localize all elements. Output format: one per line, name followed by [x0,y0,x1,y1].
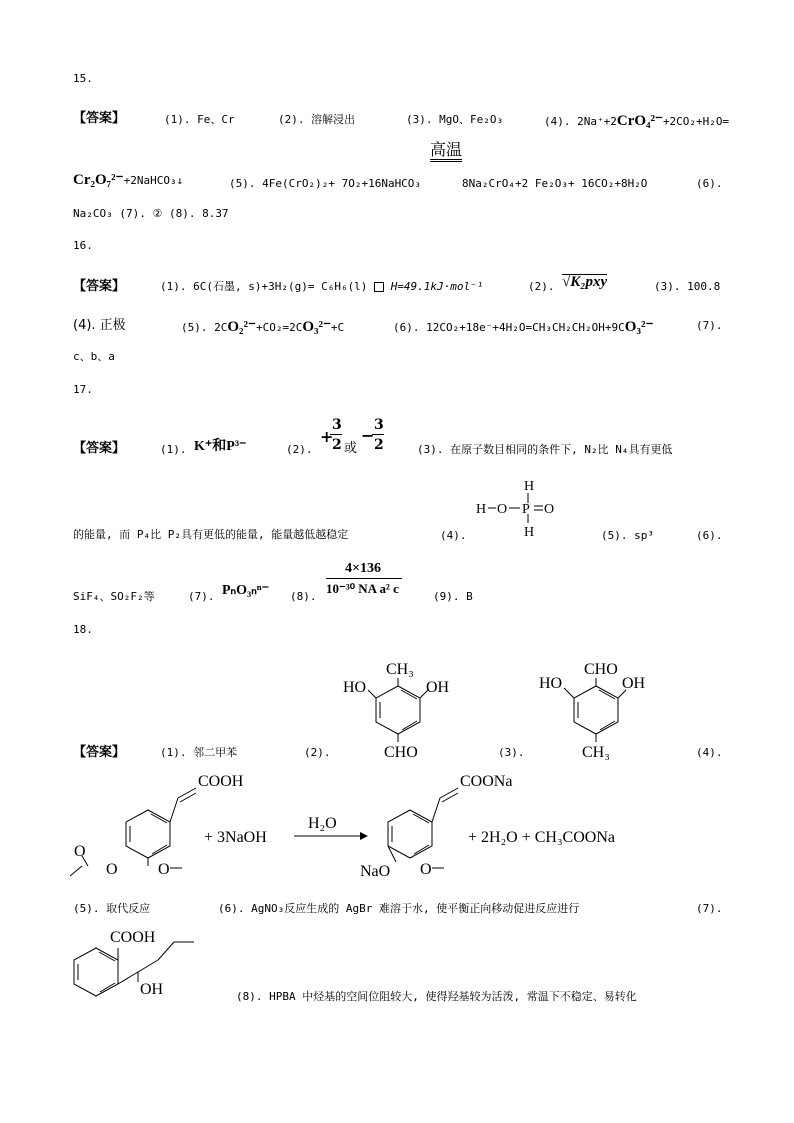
or-text: 或 [344,441,358,456]
s3-cho: CHO [584,661,618,678]
peroxide-ion: O₂²⁻ [227,319,256,335]
q16-a1-dh: H=49.1kJ·mol⁻¹ [390,280,484,293]
structure-hydroxy-benzaldehyde-2 [534,650,658,762]
q18-a2: (2). [304,746,331,759]
s3-ch3: CH₃ [582,744,610,761]
q18-a4: (4). [696,746,723,759]
density-frac-num: 4×136 [345,561,381,576]
rx-right-ring [388,810,432,858]
rx-right-nao: NaO [360,863,391,880]
delta-box-icon [374,282,384,292]
s2-bond-left [368,690,376,698]
s7-chain-3 [158,942,174,960]
struct-o-left: O [497,502,508,517]
q15-line3: Na₂CO₃ (7). ② (8). 8.37 [73,207,229,220]
rx-right-ring-inner-2 [414,845,429,854]
q18-a6: (6). AgNO₃反应生成的 AgBr 难溶于水, 使平衡正向移动促进反应进行 [218,902,580,915]
rx-products: + 2H₂O + CH₃COONa [468,829,615,846]
rx-water-over-arrow: H₂O [308,815,337,832]
q15-a1: (1). Fe、Cr [164,113,235,126]
q17-a7: (7). [188,590,215,603]
rx-left-vinyl-1 [170,798,178,822]
q16-a3: (3). 100.8 [654,280,721,293]
q16-number: 16. [73,239,93,252]
q17-a8: (8). [290,590,317,603]
density-frac-bar [326,578,402,579]
q16-sqrt-expr: √K₂pxy [562,274,608,290]
q18-a7: (7). [696,902,723,915]
s7-chain-2 [138,960,158,972]
s2-oh: OH [426,679,450,696]
q15-a5-products: 8Na₂CrO₄+2 Fe₂O₃+ 16CO₂+8H₂O [462,177,648,190]
s7-ring [74,948,118,996]
rx-right-o: O [420,861,432,878]
q16-a5-mid: +CO₂=2C [255,321,303,334]
q17-a4: (4). [440,529,467,542]
rx-left-acetyl-2 [70,866,82,876]
q17-number: 17. [73,383,93,396]
q15-a4 [544,114,729,129]
q15-a6: (6). [696,177,723,190]
hydrolysis-reaction-scheme [70,766,730,886]
s7-oh: OH [140,981,164,998]
rx-right-vinyl-3 [442,793,458,802]
q16-a2: (2). [528,280,555,293]
q17-line2: 的能量, 而 P₄比 P₂具有更低的能量, 能量越低越稳定 [73,528,349,541]
q15-a3: (3). MgO、Fe₂O₃ [406,113,504,126]
q18-a8: (8). HPBA 中烃基的空间位阻较大, 使得羟基较为活泼, 常温下不稳定、易转化 [236,990,637,1003]
frac1-num: 3 [332,417,342,433]
q17-a9: (9). B [433,590,473,603]
struct-p: P [522,502,530,517]
q17-a5: (5). sp³ [601,529,654,542]
frac1-den: 2 [332,437,342,453]
struct-h-bottom: H [524,525,535,540]
q17-a3: (3). 在原子数目相同的条件下, N₂比 N₄具有更低 [417,443,673,456]
struct-h-top: H [524,479,535,494]
q16-a7-value: c、b、a [73,350,115,363]
q15-line2-a: +2NaHCO₃↓ [123,174,184,187]
q15-chromate-ion: CrO₄²⁻ [616,113,663,129]
s3-ring [574,686,618,734]
rx-left-o1: O [106,861,118,878]
s7-ring-inner-2 [100,983,115,992]
s3-ho: HO [539,675,563,692]
q16-a4: (4). 正极 [73,318,126,333]
q16-a6-eq: (6). 12CO₂+18e⁻+4H₂O=CH₃CH₂CH₂OH+9C [393,321,625,334]
carbonate-ion-2: O₃²⁻ [624,319,654,335]
q17-ions: K⁺和P³⁻ [194,439,247,454]
frac2-num: 3 [374,417,384,433]
rx-left-vinyl-3 [180,793,196,802]
struct-h-left: H [476,502,487,517]
q17-oxidation-states [320,418,390,458]
q17-a1: (1). [160,443,187,456]
q16-a1 [160,281,483,292]
rx-arrow-head [360,832,368,840]
frac2-den: 2 [374,437,384,453]
s3-ring-inner-2 [600,721,615,730]
s7-cooh: COOH [110,929,156,946]
q17-line3: SiF₄、SO₂F₂等 [73,590,155,603]
structure-hydroxyalkyl-benzoic-acid [70,924,220,1000]
s3-oh: OH [622,675,646,692]
q16-a5-post: +C [330,321,345,334]
q15-number: 15. [73,72,93,85]
q16-a6 [393,320,653,335]
q16-a5 [181,320,344,335]
q16-a1-eq: (1). 6C(石墨, s)+3H₂(g)= C₆H₆(l) [160,280,368,293]
frac2-bar [372,434,384,435]
rx-right-coona: COONa [460,773,513,790]
q15-a2: (2). 溶解浸出 [278,113,356,126]
q18-answer-label: 【答案】 [73,745,126,760]
plus-sign: + [320,427,334,446]
q15-dichromate-ion: Cr₂O₇²⁻ [73,172,124,188]
q16-answer-label: 【答案】 [73,279,126,294]
rx-reagent: + 3NaOH [204,829,267,846]
rx-left-ring-inner-2 [152,845,167,854]
rx-right-vinyl-1 [432,798,440,822]
rx-left-o2: O [74,843,86,860]
q18-a5: (5). 取代反应 [73,902,151,915]
q15-answer-label: 【答案】 [73,111,126,126]
density-frac-den: 10⁻³⁰ NA a² c [326,581,399,596]
s2-ho: HO [343,679,367,696]
structure-hydroxy-benzaldehyde-1 [338,650,462,762]
s2-cho: CHO [384,744,418,761]
s2-ring-inner-2 [402,721,417,730]
s3-bond-left [564,688,574,698]
struct-o-right: O [544,502,555,517]
s2-ch3: CH₃ [386,661,414,678]
s7-chain-1 [118,972,138,984]
carbonate-ion: O₃²⁻ [302,319,331,335]
rx-left-cooh: COOH [198,773,244,790]
s2-ring [376,686,420,734]
rx-left-ring [126,810,170,858]
q18-a1: (1). 邻二甲苯 [160,746,238,759]
rx-right-vinyl-2 [440,788,458,798]
rx-left-vinyl-2 [178,788,196,798]
q15-a4-post: +2CO₂+H₂O= [662,115,730,128]
q16-a5-pre: (5). 2C [181,321,228,334]
phosphorous-acid-structure [476,476,566,542]
q18-number: 18. [73,623,93,636]
q17-answer-label: 【答案】 [73,441,126,456]
q18-a3: (3). [498,746,525,759]
minus-sign: − [361,426,375,445]
q16-a7: (7). [696,319,723,332]
q15-line2 [73,173,183,188]
q17-a6: (6). [696,529,723,542]
q17-a2: (2). [286,443,313,456]
high-temperature-condition: 高温 [430,142,462,162]
rx-left-o3: O [158,861,170,878]
q17-polyanion: PₙO₃ₙⁿ⁻ [222,583,270,598]
frac1-bar [330,434,342,435]
q15-a4-pre: (4). 2Na⁺+2 [544,115,617,128]
q15-a5: (5). 4Fe(CrO₂)₂+ 7O₂+16NaHCO₃ [229,177,422,190]
